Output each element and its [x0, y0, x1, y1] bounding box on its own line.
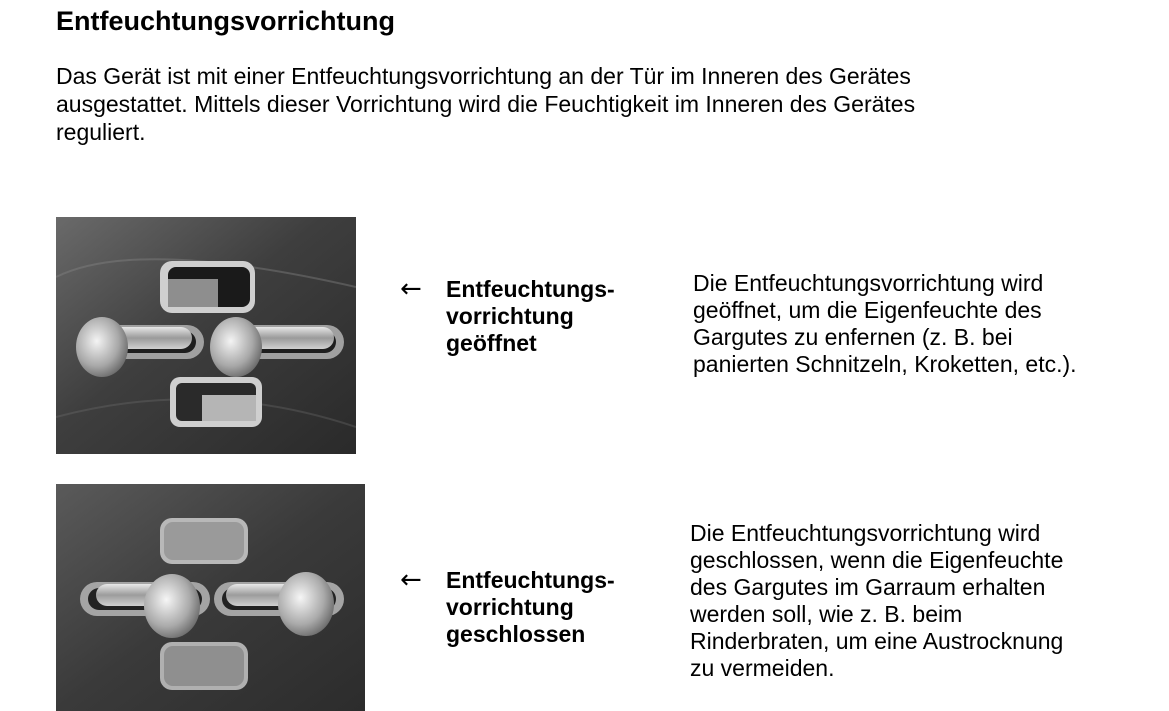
left-arrow-icon: ← [400, 565, 422, 595]
desc-line: zu vermeiden. [690, 655, 835, 681]
desc-line: panierten Schnitzeln, Kroketten, etc.). [693, 351, 1077, 377]
description-vent-closed [690, 520, 1063, 682]
label-line: vorrichtung [446, 594, 574, 620]
intro-line: ausgestattet. Mittels dieser Vorrichtung wird die Feuchtigkeit im Inneren des Gerätes [56, 91, 916, 117]
left-arrow-icon: ← [400, 274, 422, 304]
label-line: geschlossen [446, 621, 586, 647]
desc-line: Gargutes zu enfernen (z. B. bei [693, 324, 1013, 350]
label-line: Entfeuchtungs- [446, 276, 615, 302]
desc-line: Die Entfeuchtungsvorrichtung wird [693, 270, 1044, 296]
intro-line: reguliert. [56, 119, 146, 145]
desc-line: Die Entfeuchtungsvorrichtung wird [690, 520, 1041, 546]
label-line: geöffnet [446, 330, 537, 356]
desc-line: des Gargutes im Garraum erhalten [690, 574, 1046, 600]
label-vent-open [400, 274, 615, 357]
page-title: Entfeuchtungsvorrichtung [56, 6, 395, 36]
photo-vent-open [56, 217, 356, 454]
desc-line: werden soll, wie z. B. beim [690, 601, 963, 627]
photo-vent-closed [56, 484, 365, 711]
desc-line: geschlossen, wenn die Eigenfeuchte [690, 547, 1064, 573]
intro-paragraph [56, 62, 1136, 146]
description-vent-open [693, 270, 1077, 378]
label-line: vorrichtung [446, 303, 574, 329]
label-line: Entfeuchtungs- [446, 567, 615, 593]
desc-line: Rinderbraten, um eine Austrocknung [690, 628, 1064, 654]
intro-line: Das Gerät ist mit einer Entfeuchtungsvorrichtung an der Tür im Inneren des Gerätes [56, 63, 911, 89]
desc-line: geöffnet, um die Eigenfeuchte des [693, 297, 1042, 323]
label-vent-closed [400, 565, 615, 648]
